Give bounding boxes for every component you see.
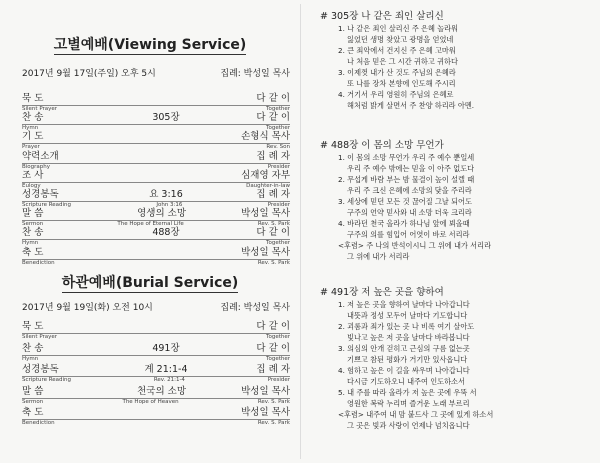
order-item-leader-en: Rev. S. Park <box>257 221 290 228</box>
order-row-english <box>22 356 290 363</box>
order-item-leader-en: Together <box>266 355 290 362</box>
order-item-leader-en: Rev. S. Park <box>257 420 290 426</box>
order-row-main <box>22 208 290 221</box>
order-item-name: 축 도 <box>22 407 44 418</box>
order-item-detail-en: The Hope of Heaven <box>122 398 179 405</box>
order-item-name-en: Scripture Reading <box>22 377 72 383</box>
order-item-name-en: Silent Prayer <box>22 106 58 112</box>
hymn-verse-line: 1. 이 몸의 소망 무언가 우리 주 예수 뿐일세 <box>338 153 475 162</box>
order-item-leader-en: Rev. S. Park <box>257 398 290 405</box>
burial-officiant: 집례: 박성일 목사 <box>220 303 290 313</box>
order-row-english <box>22 377 290 384</box>
order-item-name-en: Hymn <box>22 240 39 247</box>
hymn-verse-line: 잃었던 생명 찾았고 광명을 얻었네 <box>347 35 454 44</box>
hymn-verse-line: 그 위에 내가 서리라 <box>347 252 410 261</box>
order-item-name-en: Hymn <box>22 355 39 362</box>
order-row-main <box>22 189 290 202</box>
order-item-leader-en: Rev. S. Park <box>257 259 290 266</box>
hymn-verse-line: 우리 주 크신 은혜에 소망의 닻을 주리라 <box>347 186 472 195</box>
hymn-verse-line: 영원한 복락 누리며 즐거운 노래 부르리 <box>347 399 470 408</box>
order-item-name-en: Silent Prayer <box>22 334 58 340</box>
order-item-name: 성경봉독 <box>22 364 59 375</box>
order-row <box>22 247 290 267</box>
order-item-name: 찬 송 <box>22 342 44 354</box>
order-item-leader-en: Presider <box>267 377 290 383</box>
order-row-english <box>22 334 290 341</box>
order-item-name: 묵 도 <box>22 321 44 332</box>
hymn-verse-line: 내뜻과 정성 모두어 날마다 기도합니다 <box>347 311 468 320</box>
order-row <box>22 170 290 190</box>
order-item-name-en: Sermon <box>22 221 44 228</box>
order-item-leader-en: Together <box>266 334 290 340</box>
order-row-main <box>22 227 290 240</box>
order-item-detail <box>82 247 241 259</box>
order-item-leader: 다 같 이 <box>256 321 290 332</box>
hymn-verse-line: 1. 나 같은 죄인 살리신 주 은혜 놀라워 <box>338 24 459 33</box>
order-item-name-en: Benediction <box>22 259 55 266</box>
order-row-main <box>22 407 290 420</box>
order-row-english <box>22 260 290 267</box>
order-row <box>22 227 290 247</box>
hymn-verse-line: 우리 주 예수 밖에는 믿을 이 아주 없도다 <box>347 164 475 173</box>
order-item-name-en: Biography <box>22 163 51 170</box>
hymn-verse-line: 2. 큰 죄악에서 건지신 주 은혜 고마워 <box>338 46 456 55</box>
order-item-leader: 박성일 목사 <box>241 385 290 397</box>
order-item-name: 묵 도 <box>22 93 44 104</box>
order-item-leader: 다 같 이 <box>256 112 290 124</box>
order-item-leader: 다 같 이 <box>256 342 290 354</box>
order-row <box>22 386 290 406</box>
hymn-verse-line: 3. 세상에 믿던 모든 것 끊어질 그날 되어도 <box>338 197 472 206</box>
burial-date: 2017년 9월 19일(화) 오전 10시 <box>22 303 153 313</box>
order-item-detail-en: Rev. 21:1-4 <box>153 377 185 383</box>
hymn-305 <box>320 10 595 111</box>
order-item-leader-en: Daughter-in-law <box>246 182 290 189</box>
order-item-name-en: Hymn <box>22 125 39 132</box>
order-item-name-en: Prayer <box>22 144 40 151</box>
order-row-main <box>22 247 290 260</box>
order-item-name-en: Eulogy <box>22 182 41 189</box>
order-item-detail: 영생의 소망 <box>137 208 186 220</box>
order-item-leader: 집 례 자 <box>256 364 290 375</box>
order-item-detail <box>82 151 250 163</box>
order-row <box>22 407 290 427</box>
center-divider <box>300 4 301 459</box>
order-row-english <box>22 399 290 406</box>
order-item-leader-en: Together <box>266 125 290 132</box>
hymn-verse-line: 4. 바라던 천국 올라가 하나님 앞에 뵈올때 <box>338 219 470 228</box>
order-item-detail <box>82 407 241 419</box>
hymn-488 <box>320 139 595 262</box>
order-row <box>22 131 290 151</box>
hymn-verse-line: 다시금 기도하오니 내주여 인도하소서 <box>347 377 465 386</box>
order-item-leader-en: Together <box>266 240 290 247</box>
order-item-leader: 집 례 자 <box>256 150 290 162</box>
order-item-leader: 집 례 자 <box>256 189 290 200</box>
order-row-main <box>22 151 290 164</box>
order-row <box>22 189 290 209</box>
order-item-name: 축 도 <box>22 246 44 258</box>
order-item-detail <box>82 321 250 333</box>
order-row-main <box>22 386 290 399</box>
order-item-name-en: Sermon <box>22 398 44 405</box>
order-item-name: 말 씀 <box>22 208 44 220</box>
order-row <box>22 321 290 341</box>
order-item-detail <box>82 93 250 105</box>
order-item-name: 조 사 <box>22 169 44 181</box>
order-row <box>22 343 290 363</box>
burial-service-meta <box>22 300 290 313</box>
order-item-leader: 심재영 자부 <box>241 169 290 181</box>
order-item-name: 약력소개 <box>22 150 59 162</box>
order-row-main <box>22 364 290 377</box>
order-row-main <box>22 321 290 334</box>
order-item-name: 기 도 <box>22 131 44 143</box>
hymn-verse-line: 구주의 언약 믿사와 내 소망 더욱 크리라 <box>347 208 472 217</box>
order-item-leader: 박성일 목사 <box>241 246 290 258</box>
hymn-verse-line: 2. 무섭게 바람 부는 밤 물결이 높이 설렐 때 <box>338 175 475 184</box>
order-item-name: 찬 송 <box>22 227 44 239</box>
order-item-detail: 계 21:1-4 <box>144 364 188 375</box>
order-item-leader: 손형식 목사 <box>241 131 290 143</box>
order-row-main <box>22 170 290 183</box>
order-item-detail: 491장 <box>152 342 180 354</box>
order-row <box>22 112 290 132</box>
hymn-verse-line: 4. 거기서 우리 영원히 주님의 은혜로 <box>338 90 454 99</box>
order-item-leader-en: Together <box>266 106 290 112</box>
order-item-detail: 488장 <box>152 227 180 239</box>
order-item-leader: 박성일 목사 <box>241 407 290 418</box>
order-row <box>22 151 290 171</box>
order-row-main <box>22 131 290 144</box>
order-item-leader-en: Presider <box>267 163 290 170</box>
hymn-verse-line: 5. 내 주를 따라 올라가 저 높은 곳에 우뚝 서 <box>338 388 477 397</box>
order-item-leader-en: Presider <box>267 202 290 208</box>
order-item-detail-en: John 3:16 <box>156 202 183 208</box>
hymn-verse-line: 빛나고 높은 저 곳을 날마다 바라봅니다 <box>347 333 470 342</box>
order-row-main <box>22 343 290 356</box>
order-item-leader: 다 같 이 <box>256 227 290 239</box>
order-item-detail: 천국의 소망 <box>137 385 186 397</box>
hymn-verse-line: 구주의 의를 힘입어 어엿이 바로 서리라 <box>347 230 470 239</box>
viewing-service-meta <box>22 66 290 79</box>
order-item-leader-en: Rev. Son <box>266 144 290 151</box>
order-row-main <box>22 93 290 106</box>
hymn-refrain: <후렴> 주 나의 반석이시니 그 위에 내가 서리라 <box>338 241 492 250</box>
hymn-verse-line: 그 곳은 빛과 사랑이 언제나 넘치옵니다 <box>347 421 470 430</box>
hymn-verse-line: 4. 험하고 높은 이 길을 싸우며 나아갑니다 <box>338 366 470 375</box>
hymn-verse-line: 1. 저 높은 곳을 향하여 날마다 나아갑니다 <box>338 300 470 309</box>
order-item-name: 말 씀 <box>22 385 44 397</box>
order-row-english <box>22 420 290 427</box>
viewing-officiant: 집례: 박성일 목사 <box>220 69 290 79</box>
hymn-verse-line: 또 나를 장차 본향에 인도해 주시리 <box>347 79 456 88</box>
order-item-detail <box>82 170 241 182</box>
order-item-detail-en: The Hope of Eternal Life <box>117 221 184 228</box>
order-item-detail: 305장 <box>152 112 180 124</box>
order-item-detail <box>82 131 241 143</box>
hymn-heading: # 491장 저 높은 곳을 향하여 <box>320 287 444 298</box>
order-item-detail: 요 3:16 <box>149 189 183 200</box>
hymn-verse-line: 3. 의심의 안개 걷히고 근심의 구름 없는곳 <box>338 344 470 353</box>
order-row <box>22 93 290 113</box>
order-row-main <box>22 112 290 125</box>
hymn-verse-line: 3. 이제껏 내가 산 것도 주님의 은혜라 <box>338 68 456 77</box>
order-item-leader: 박성일 목사 <box>241 208 290 220</box>
hymn-verse-line: 2. 괴롬과 죄가 있는 곳 나 비록 여기 살아도 <box>338 322 475 331</box>
hymn-heading: # 488장 이 몸의 소망 무언가 <box>320 140 444 151</box>
hymn-refrain: <후렴> 내주여 내 맘 붙드사 그 곳에 있게 하소서 <box>338 410 494 419</box>
order-row <box>22 364 290 384</box>
order-row <box>22 208 290 228</box>
viewing-date: 2017년 9월 17일(주일) 오후 5시 <box>22 69 156 79</box>
hymn-verse-line: 해처럼 밝게 살면서 주 찬양 하리라 아멘. <box>347 101 475 110</box>
order-item-name-en: Benediction <box>22 420 55 426</box>
hymn-heading: # 305장 나 같은 죄인 살리신 <box>320 11 444 22</box>
viewing-service-title: 고별예배(Viewing Service) <box>53 37 247 53</box>
burial-service-title: 하관예배(Burial Service) <box>61 275 239 291</box>
hymn-491 <box>320 286 595 431</box>
hymn-verse-line: 나 처음 믿은 그 시간 귀하고 귀하다 <box>347 57 458 66</box>
hymn-verse-line: 기쁘고 참된 평화가 거기만 있사옵니다 <box>347 355 468 364</box>
order-item-name: 찬 송 <box>22 112 44 124</box>
order-item-leader: 다 같 이 <box>256 93 290 104</box>
order-item-name-en: Scripture Reading <box>22 202 72 208</box>
order-item-name: 성경봉독 <box>22 189 59 200</box>
